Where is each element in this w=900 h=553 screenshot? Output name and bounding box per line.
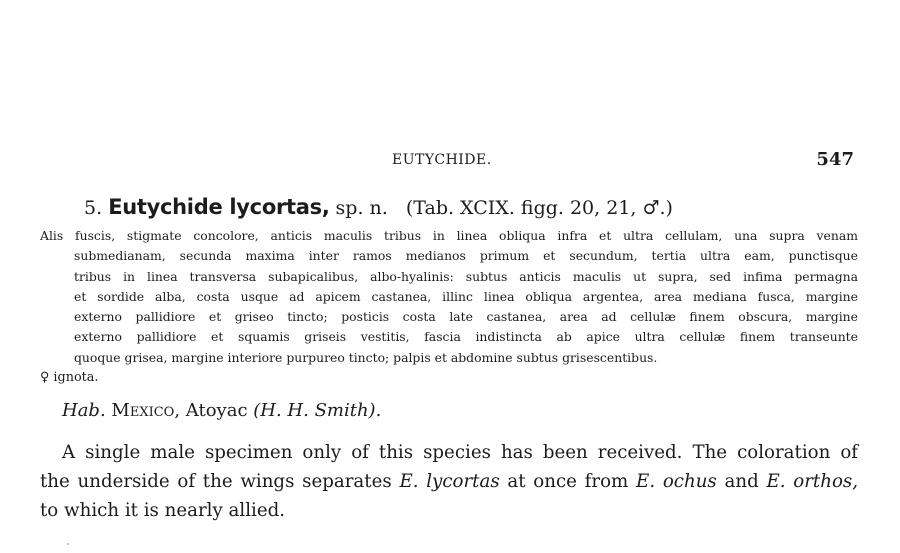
species-name: Eutychide lycortas,: [108, 195, 330, 219]
description-line: submedianam, secunda maxima inter ramos medianos primum et secundum, tertia ultra eam, punctisque: [74, 248, 858, 264]
remarks-text: the underside of the wings separates: [40, 471, 400, 492]
species-number: 5.: [84, 197, 103, 219]
running-title: EUTYCHIDE.: [392, 152, 492, 168]
description-line: Alis fuscis, stigmate concolore, anticis maculis tribus in linea obliqua infra et ultra cellulam, una supra venam: [40, 228, 858, 243]
remarks-text: and: [716, 471, 767, 492]
habitat-locality: Atoyac: [185, 400, 248, 421]
description-line: et sordide alba, costa usque ad apicem castanea, illinc linea obliqua argentea, area mediana fusca, margine: [74, 288, 858, 304]
remarks-line: [40, 467, 858, 496]
running-head: [0, 150, 900, 172]
species-status: sp. n.: [335, 197, 388, 219]
female-note: ♀ ignota.: [40, 370, 99, 385]
page-number: 547: [816, 149, 854, 170]
habitat-collector: (H. H. Smith).: [253, 400, 382, 421]
description-line: tribus in linea transversa subapicalibus, albo-hyalinis: subtus anticis maculis ut supra, sed infima permagna: [74, 268, 858, 284]
plate-reference: (Tab. XCIX. figg. 20, 21, ♂.): [405, 197, 673, 219]
species-ref: E. ochus: [636, 471, 717, 492]
description-line: externo pallidiore et squamis griseis vestitis, fascia indistincta ab apice ultra cellulæ finem transeunte: [74, 329, 858, 345]
remarks-line: A single male specimen only of this species has been received. The coloration of: [62, 442, 858, 463]
description-line: quoque grisea, margine interiore purpureo tincto; palpis et abdomine subtus grisescentibus.: [74, 349, 658, 365]
remarks-text: at once from: [499, 471, 637, 492]
remarks-paragraph: [40, 438, 858, 525]
species-ref: E. orthos,: [766, 471, 859, 492]
habitat-line: [62, 400, 381, 421]
habitat-country: Mexico,: [111, 400, 181, 421]
remarks-line: to which it is nearly allied.: [40, 500, 286, 521]
habitat-label: Hab.: [62, 400, 106, 421]
description-line: externo pallidiore et griseo tincto; posticis costa late castanea, area ad cellulæ finem obscura, margine: [74, 309, 858, 325]
latin-description: [40, 226, 858, 368]
species-ref: E. lycortas: [399, 471, 500, 492]
paper-speck: [67, 543, 69, 545]
species-heading: [84, 195, 673, 219]
